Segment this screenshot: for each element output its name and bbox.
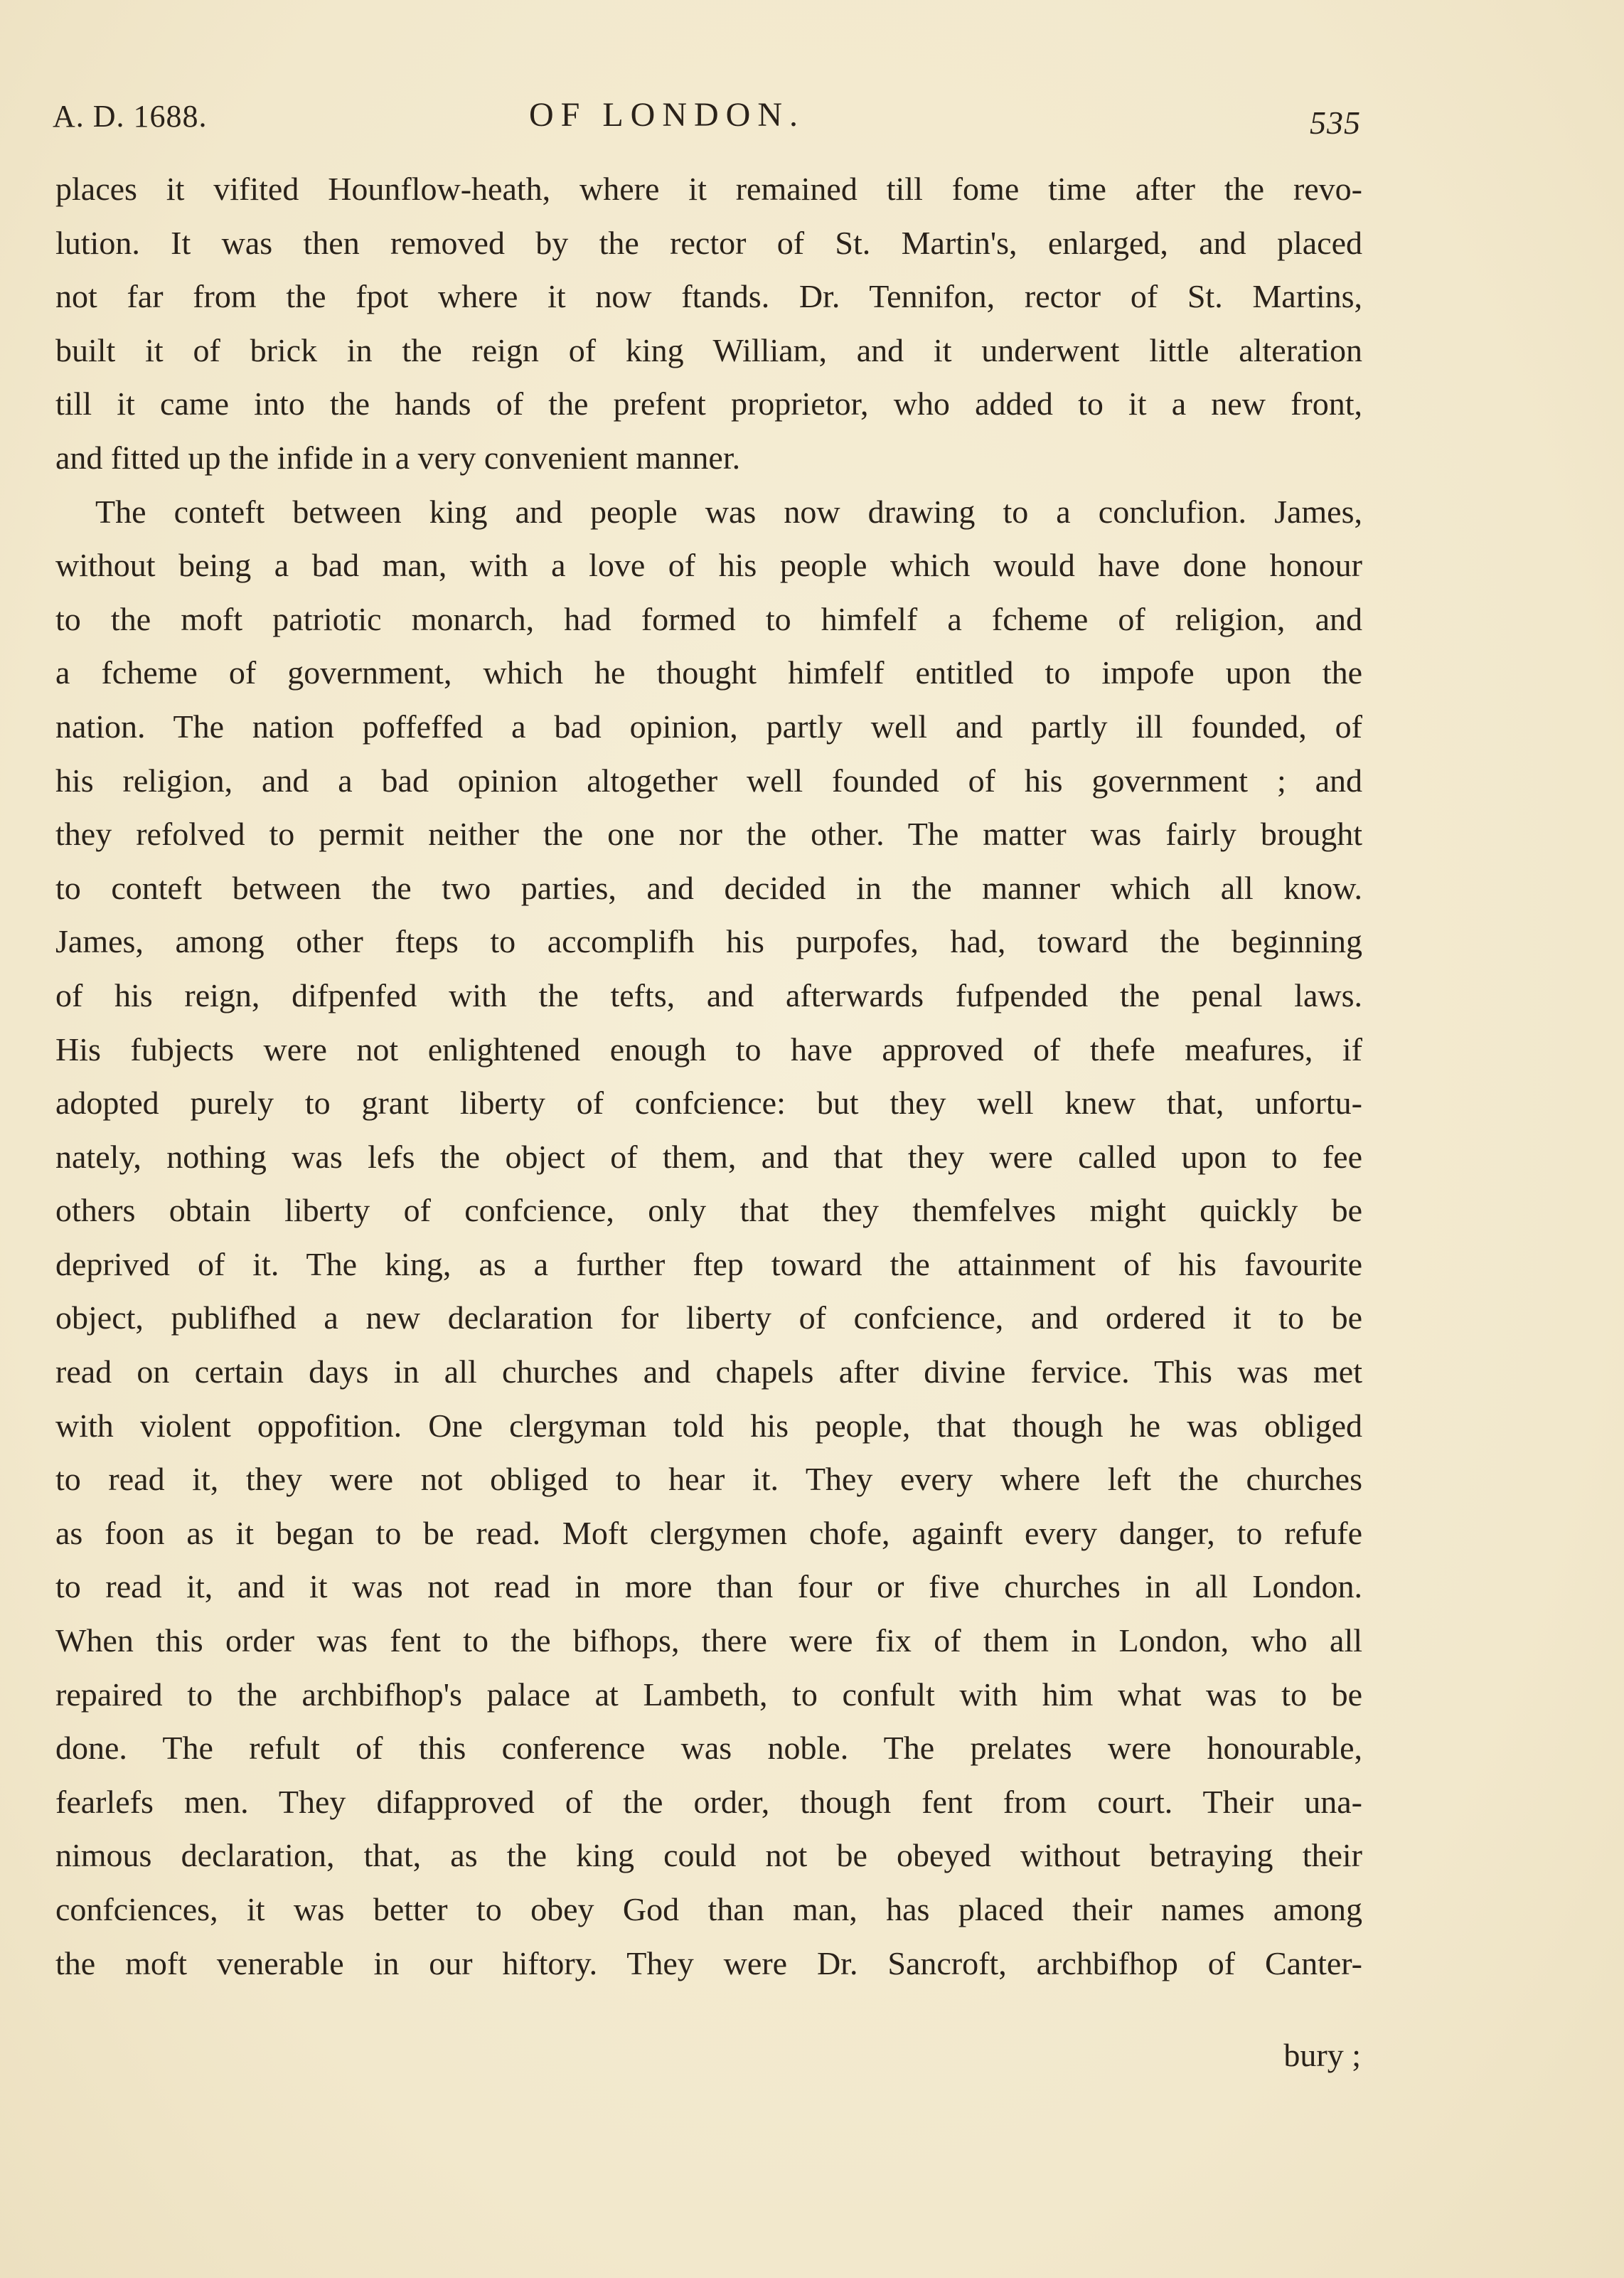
text-line: His fubjects were not enlightened enough to have approved of thefe meafures, if xyxy=(55,1031,1362,1068)
text-line: places it vifited Hounflow-heath, where it remained till fome time after the revo- xyxy=(55,171,1362,207)
text-line: done. The refult of this conference was noble. The prelates were honourable, xyxy=(55,1730,1362,1767)
text-line: till it came into the hands of the prefent proprietor, who added to it a new front, xyxy=(55,385,1362,422)
text-line: built it of brick in the reign of king William, and it underwent little alteration xyxy=(55,331,1362,368)
text-line: not far from the fpot where it now ftands. Dr. Tennifon, rector of St. Martins, xyxy=(55,278,1362,315)
text-line: adopted purely to grant liberty of confcience: but they well knew that, unfortu- xyxy=(55,1085,1362,1122)
header-date: A. D. 1688. xyxy=(53,99,208,134)
text-line: to the moft patriotic monarch, had formed to himfelf a fcheme of religion, and xyxy=(55,600,1362,637)
header-title: OF LONDON. xyxy=(529,96,805,134)
text-line: nation. The nation poffeffed a bad opinion, partly well and partly ill founded, of xyxy=(55,708,1362,745)
text-line: nately, nothing was lefs the object of them, and that they were called upon to fee xyxy=(55,1138,1362,1175)
catchword: bury ; xyxy=(1283,2037,1361,2073)
text-line: with violent oppofition. One clergyman told his people, that though he was obliged xyxy=(55,1407,1362,1444)
text-line: repaired to the archbifhop's palace at Lambeth, to confult with him what was to be xyxy=(55,1676,1362,1713)
text-line: deprived of it. The king, as a further ftep toward the attainment of his favourite xyxy=(55,1245,1362,1282)
text-line: lution. It was then removed by the rector of St. Martin's, enlarged, and placed xyxy=(55,224,1362,261)
text-line: others obtain liberty of confcience, only that they themfelves might quickly be xyxy=(55,1192,1362,1229)
text-line: nimous declaration, that, as the king could not be obeyed without betraying their xyxy=(55,1837,1362,1874)
text-line: confciences, it was better to obey God than man, has placed their names among xyxy=(55,1891,1362,1927)
body-text xyxy=(55,162,1362,1990)
text-line: When this order was fent to the bifhops, there were fix of them in London, who all xyxy=(55,1622,1362,1659)
text-line: to read it, they were not obliged to hear it. They every where left the churches xyxy=(55,1461,1362,1498)
text-line: James, among other fteps to accomplifh his purpofes, had, toward the beginning xyxy=(55,923,1362,960)
text-line: his religion, and a bad opinion altogether well founded of his government ; and xyxy=(55,762,1362,799)
text-line: they refolved to permit neither the one nor the other. The matter was fairly brought xyxy=(55,816,1362,853)
text-line: the moft venerable in our hiftory. They were Dr. Sancroft, archbifhop of Canter- xyxy=(55,1944,1362,1981)
text-line: and fitted up the infide in a very convenient manner. xyxy=(55,439,741,476)
text-line: of his reign, difpenfed with the tefts, and afterwards fufpended the penal laws. xyxy=(55,976,1362,1013)
text-line: object, publifhed a new declaration for liberty of confcience, and ordered it to be xyxy=(55,1299,1362,1336)
text-line: as foon as it began to be read. Moft clergymen chofe, againft every danger, to refufe xyxy=(55,1514,1362,1551)
text-line: fearlefs men. They difapproved of the order, though fent from court. Their una- xyxy=(55,1783,1362,1820)
text-line: to conteft between the two parties, and decided in the manner which all know. xyxy=(55,869,1362,906)
running-header xyxy=(53,98,1361,148)
text-line: to read it, and it was not read in more than four or five churches in all London. xyxy=(55,1568,1362,1605)
text-line: without being a bad man, with a love of his people which would have done honour xyxy=(55,547,1362,584)
page-number: 535 xyxy=(1310,105,1361,141)
paragraph-first-line: The conteft between king and people was now drawing to a conclufion. James, xyxy=(95,493,1362,530)
text-line: read on certain days in all churches and chapels after divine fervice. This was met xyxy=(55,1353,1362,1390)
text-line: a fcheme of government, which he thought himfelf entitled to impofe upon the xyxy=(55,654,1362,691)
